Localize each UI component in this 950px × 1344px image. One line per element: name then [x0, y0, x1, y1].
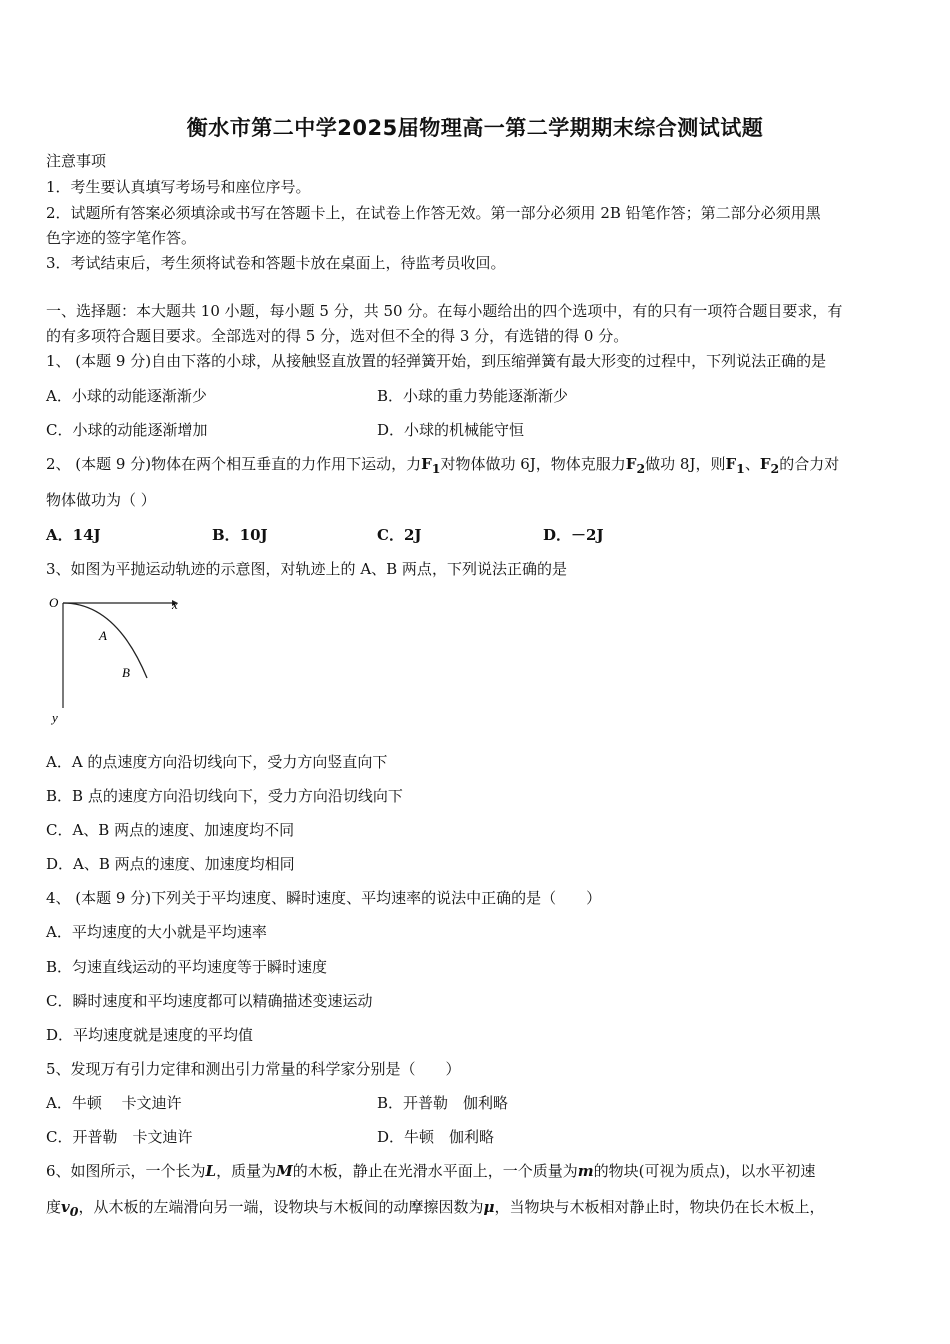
q6-text-b: ，质量为 [216, 1162, 277, 1180]
origin-label: O [49, 595, 59, 610]
q2-text-d: 的合力对 [779, 455, 840, 473]
question-3-stem: 3、如图为平抛运动轨迹的示意图，对轨迹上的 A、B 两点，下列说法正确的是 [46, 560, 567, 578]
q4-option-c: C．瞬时速度和平均速度都可以精确描述变速运动 [46, 992, 373, 1010]
q1-option-a: A．小球的动能逐渐渐少 [46, 387, 207, 405]
q6-text-f: ，从木板的左端滑向另一端，设物块与木板间的动摩擦因数为 [78, 1198, 484, 1216]
q2-text-a: 2、 (本题 9 分)物体在两个相互垂直的力作用下运动，力 [46, 455, 422, 473]
q1-option-b: B．小球的重力势能逐渐渐少 [377, 387, 569, 405]
point-b-label: B [122, 665, 130, 680]
q6-text-e: 度 [46, 1198, 62, 1216]
y-axis-label: y [52, 710, 58, 725]
section-intro-1: 一、选择题：本大题共 10 小题，每小题 5 分，共 50 分。在每小题给出的四个选项中，有的只有一项符合题目要求，有 [46, 302, 843, 320]
q4-option-a: A．平均速度的大小就是平均速率 [46, 923, 267, 941]
point-a-label: A [99, 628, 107, 643]
section-intro-2: 的有多项符合题目要求。全部选对的得 5 分，选对但不全的得 3 分，有选错的得 0 分。 [46, 327, 629, 345]
q1-option-c: C．小球的动能逐渐增加 [46, 421, 208, 439]
q1-option-d: D．小球的机械能守恒 [377, 421, 525, 439]
notice-item-2b: 色字迹的签字笔作答。 [46, 229, 197, 247]
question-2-stem-2: 物体做功为（ ） [46, 491, 156, 509]
q6-text-d: 的物块(可视为质点)，以水平初速 [593, 1162, 816, 1180]
q6-text-g: ，当物块与木板相对静止时，物块仍在长木板上， [494, 1198, 825, 1216]
q2-option-b: B．10J [212, 526, 268, 544]
question-4-stem: 4、 (本题 9 分)下列关于平均速度、瞬时速度、平均速率的说法中正确的是（ ） [46, 889, 602, 907]
q6-var-l: L [205, 1162, 217, 1180]
q2-separator: 、 [744, 455, 760, 473]
q6-var-mu: μ [483, 1198, 495, 1216]
q2-option-a: A．14J [46, 526, 101, 544]
question-6-stem-1 [46, 1161, 815, 1181]
q2-option-c: C．2J [377, 526, 422, 544]
q4-option-b: B．匀速直线运动的平均速度等于瞬时速度 [46, 958, 328, 976]
x-axis-label: x [172, 597, 178, 612]
page-title: 衡水市第二中学2025届物理高一第二学期期末综合测试试题 [186, 116, 764, 140]
q2-text-b: 对物体做功 6J，物体克服力 [440, 455, 626, 473]
q6-var-m: m [577, 1162, 594, 1180]
question-5-stem: 5、发现万有引力定律和测出引力常量的科学家分别是（ ） [46, 1060, 461, 1078]
q2-option-d: D．－2J [543, 526, 604, 544]
notice-item-3: 3．考试结束后，考生须将试卷和答题卡放在桌面上，待监考员收回。 [46, 254, 506, 272]
q2-f2-again: $F_2$ [759, 455, 780, 476]
q6-text-c: 的木板，静止在光滑水平面上，一个质量为 [292, 1162, 578, 1180]
question-2-stem [46, 454, 839, 479]
q5-option-b: B．开普勒 伽利略 [377, 1094, 509, 1112]
question-6-stem-2 [46, 1197, 824, 1222]
notice-heading: 注意事项 [46, 152, 107, 170]
q2-text-c: 做功 8J，则 [645, 455, 726, 473]
projectile-trajectory-figure [44, 590, 194, 726]
q5-option-a: A．牛顿 卡文迪许 [46, 1094, 182, 1112]
question-1-stem: 1、 (本题 9 分)自由下落的小球，从接触竖直放置的轻弹簧开始，到压缩弹簧有最大形变的过程中，下列说法正确的是 [46, 352, 827, 370]
q6-var-m-upper: M [276, 1162, 293, 1180]
q5-option-c: C．开普勒 卡文迪许 [46, 1128, 193, 1146]
q3-option-d: D．A、B 两点的速度、加速度均相同 [46, 855, 295, 873]
q3-option-c: C．A、B 两点的速度、加速度均不同 [46, 821, 295, 839]
q2-f1-again: $F_1$ [725, 455, 745, 476]
q4-option-d: D．平均速度就是速度的平均值 [46, 1026, 254, 1044]
q3-option-b: B．B 点的速度方向沿切线向下，受力方向沿切线向下 [46, 787, 403, 805]
q6-text-a: 6、如图所示，一个长为 [46, 1162, 206, 1180]
q6-var-v0: $v_0$ [61, 1198, 79, 1219]
q2-f1: $F_1$ [421, 455, 441, 476]
q2-f2: $F_2$ [625, 455, 646, 476]
q5-option-d: D．牛顿 伽利略 [377, 1128, 495, 1146]
notice-item-1: 1．考生要认真填写考场号和座位序号。 [46, 178, 311, 196]
q3-option-a: A．A 的点速度方向沿切线向下，受力方向竖直向下 [46, 753, 388, 771]
notice-item-2a: 2．试题所有答案必须填涂或书写在答题卡上，在试卷上作答无效。第一部分必须用 2B 铅笔作答；第二部分必须用黑 [46, 204, 821, 222]
